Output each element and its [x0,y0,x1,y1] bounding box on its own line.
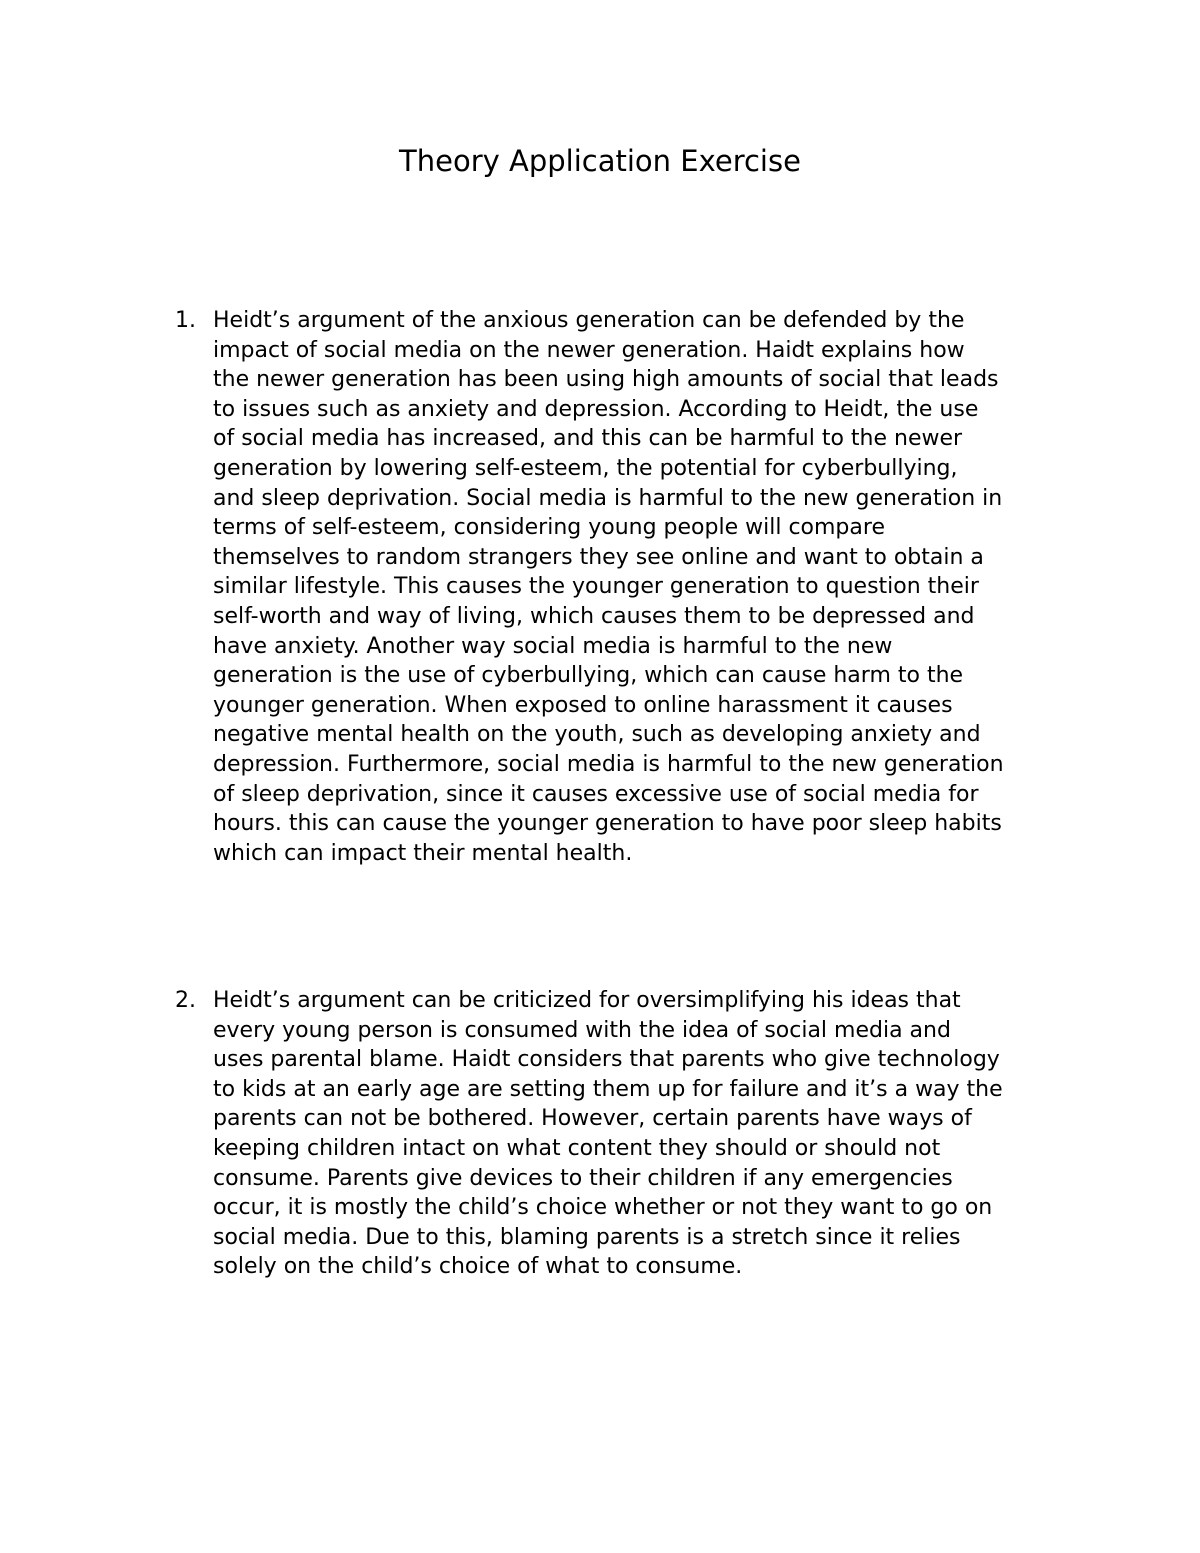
text-line: themselves to random strangers they see online and want to obtain a [213,544,984,570]
text-line: self-worth and way of living, which causes them to be depressed and [213,603,975,629]
list-item [175,306,1075,868]
text-line: keeping children intact on what content they should or should not [213,1135,941,1161]
text-line: younger generation. When exposed to online harassment it causes [213,692,953,718]
text-line: occur, it is mostly the child’s choice whether or not they want to go on [213,1195,993,1221]
text-line: generation by lowering self-esteem, the potential for cyberbullying, [213,455,958,481]
list-item [175,986,1075,1282]
list-item-number: 1. [175,308,196,333]
text-line: generation is the use of cyberbullying, which can cause harm to the [213,663,964,689]
text-line: parents can not be bothered. However, certain parents have ways of [213,1106,972,1132]
text-line: terms of self-esteem, considering young people will compare [213,515,885,541]
text-line: impact of social media on the newer generation. Haidt explains how [213,337,965,363]
text-line: negative mental health on the youth, such as developing anxiety and [213,722,981,748]
text-line: of social media has increased, and this can be harmful to the newer [213,426,963,452]
list-item-text [213,986,1075,1282]
text-line: Heidt’s argument can be criticized for oversimplifying his ideas that [213,988,961,1013]
document-title: Theory Application Exercise [399,144,801,178]
text-line: have anxiety. Another way social media is harmful to the new [213,633,893,659]
text-line: to issues such as anxiety and depression. According to Heidt, the use [213,396,979,422]
text-line: and sleep deprivation. Social media is harmful to the new generation in [213,485,1003,511]
text-line: which can impact their mental health. [213,840,633,866]
text-line: Heidt’s argument of the anxious generation can be defended by the [213,308,965,333]
text-line: every young person is consumed with the idea of social media and [213,1017,951,1043]
text-line: similar lifestyle. This causes the younger generation to question their [213,574,979,600]
text-line: solely on the child’s choice of what to consume. [213,1254,743,1280]
list-item-number: 2. [175,988,196,1013]
text-line: of sleep deprivation, since it causes excessive use of social media for [213,781,979,807]
text-line: uses parental blame. Haidt considers that parents who give technology [213,1047,1000,1073]
text-line: social media. Due to this, blaming parents is a stretch since it relies [213,1224,961,1250]
text-line: depression. Furthermore, social media is harmful to the new generation [213,751,1004,777]
text-line: the newer generation has been using high amounts of social that leads [213,367,999,393]
list-item-text [213,306,1075,868]
text-line: hours. this can cause the younger generation to have poor sleep habits [213,811,1002,837]
text-line: to kids at an early age are setting them up for failure and it’s a way the [213,1076,1003,1102]
text-line: consume. Parents give devices to their children if any emergencies [213,1165,953,1191]
